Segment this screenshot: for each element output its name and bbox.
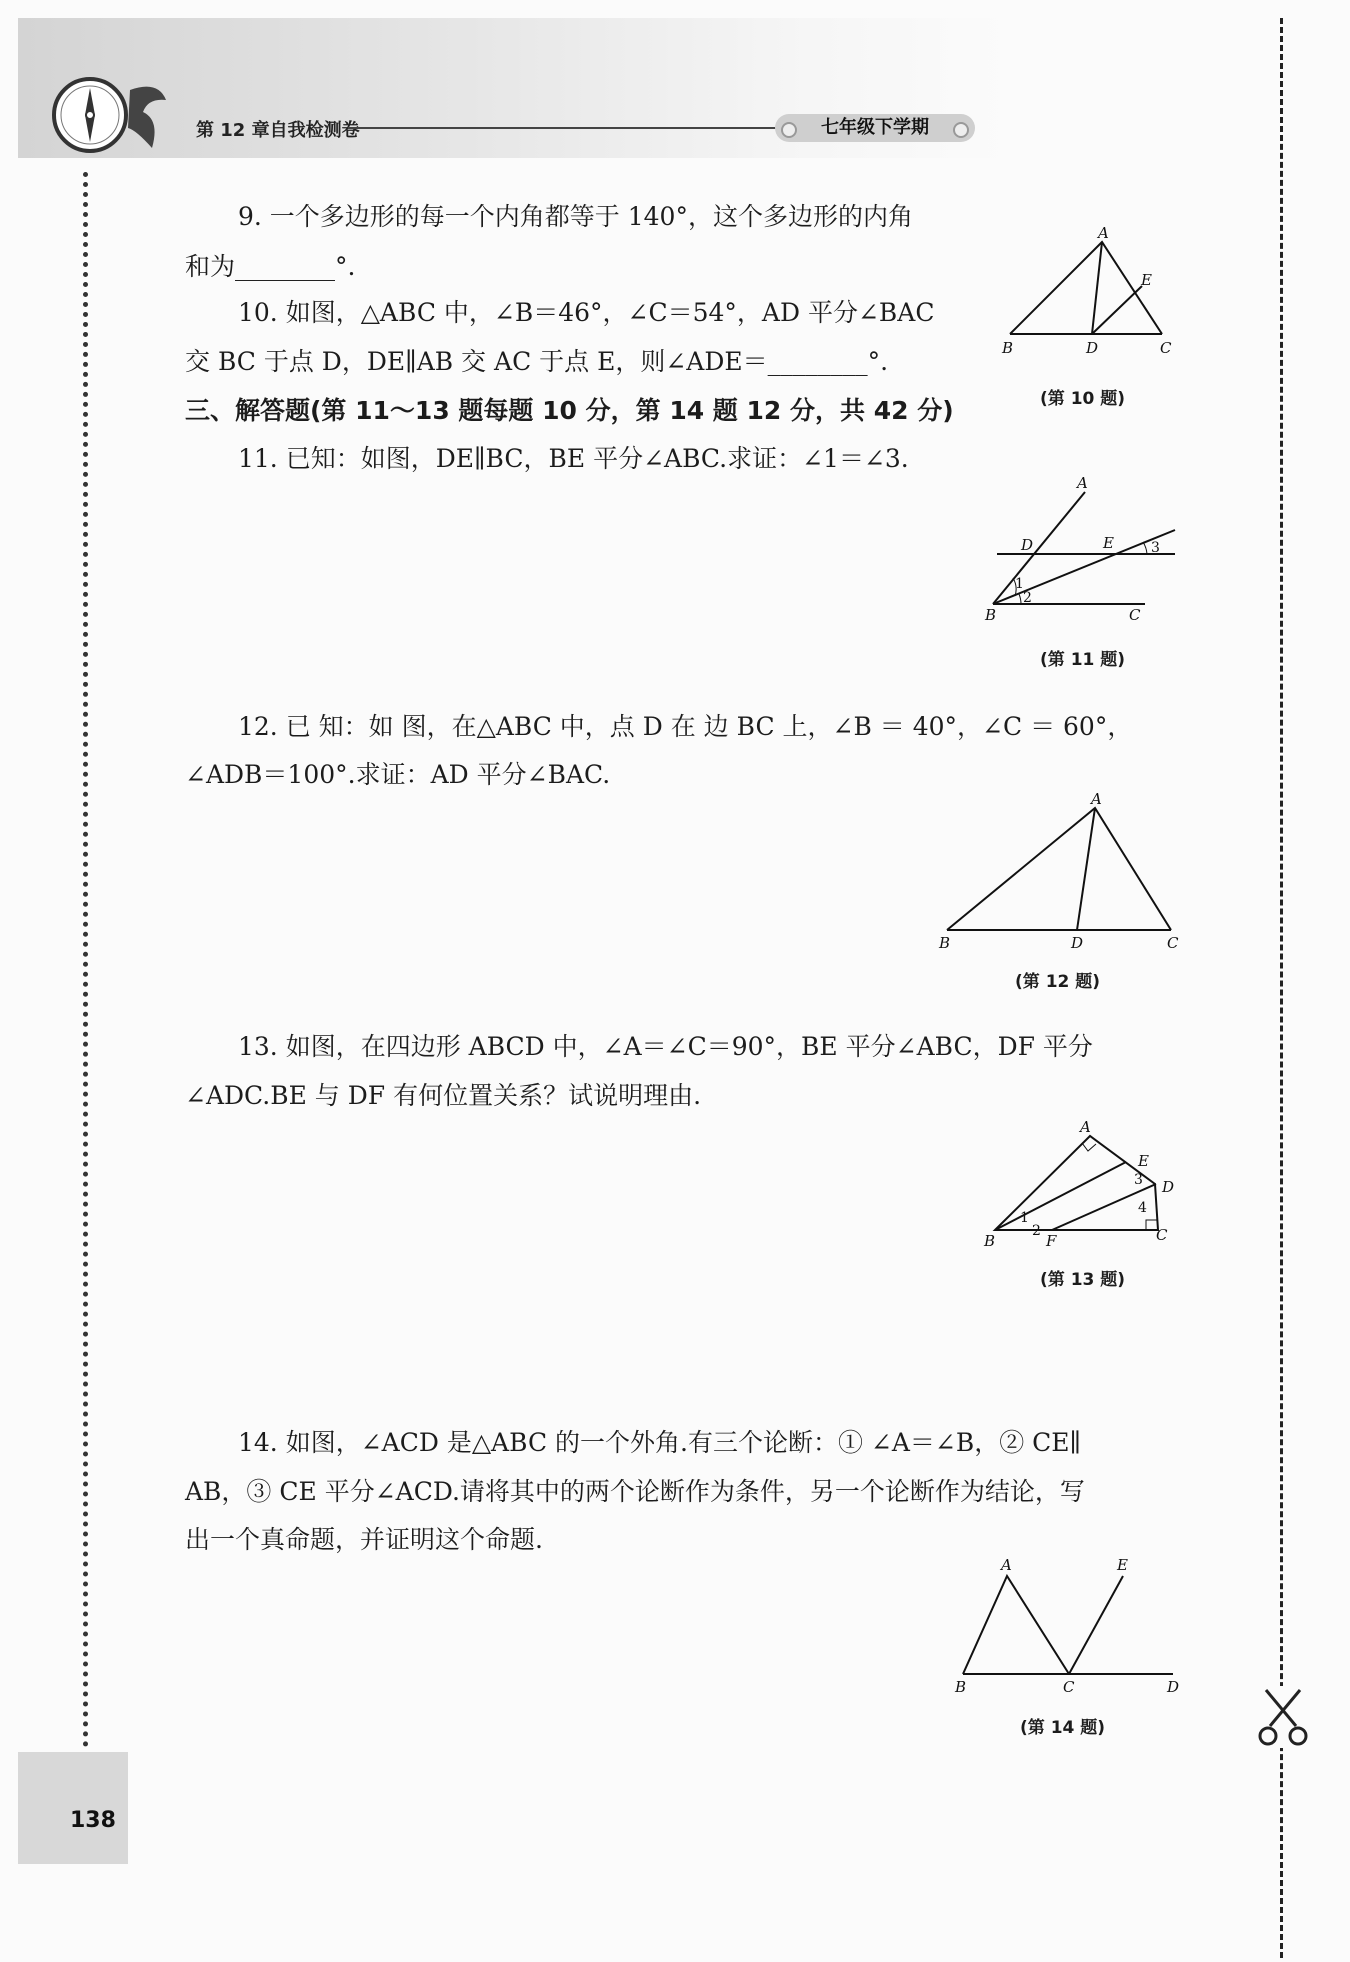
q12-line2: ∠ADB＝100°.求证：AD 平分∠BAC. (185, 760, 611, 789)
fig13-caption: (第 13 题) (1040, 1270, 1126, 1290)
figure-11 (985, 474, 1185, 624)
fig13-angle-2: 2 (1032, 1223, 1041, 1239)
chapter-title: 第 12 章自我检测卷 (196, 120, 360, 141)
fig14-caption: (第 14 题) (1020, 1718, 1106, 1738)
fig10-label-a: A (1098, 224, 1109, 242)
fig14-label-e: E (1117, 1556, 1128, 1574)
section-heading: 三、解答题(第 11～13 题每题 10 分，第 14 题 12 分，共 42 分) (185, 396, 954, 425)
fig14-label-b: B (955, 1678, 967, 1696)
fig10-label-b: B (1002, 339, 1014, 357)
header-rule (348, 127, 778, 129)
fig11-label-e: E (1103, 534, 1114, 552)
fig12-label-a: A (1091, 790, 1102, 808)
compass-clock-logo-icon (48, 70, 178, 160)
fig11-caption: (第 11 题) (1040, 650, 1126, 670)
fig11-angle-3: 3 (1151, 540, 1160, 556)
figure-10 (1000, 224, 1185, 363)
fig11-label-b: B (985, 606, 997, 624)
figure-12 (935, 790, 1185, 950)
q10-line2: 交 BC 于点 D，DE∥AB 交 AC 于点 E，则∠ADE＝________°. (185, 347, 889, 376)
figure-13 (980, 1112, 1190, 1252)
fig12-caption: (第 12 题) (1015, 972, 1101, 992)
fig10-label-c: C (1160, 339, 1172, 357)
fig11-label-a: A (1077, 474, 1088, 492)
fig10-label-d: D (1086, 339, 1099, 357)
fig11-angle-2: 2 (1023, 590, 1032, 606)
fig11-label-c: C (1129, 606, 1141, 624)
fig12-label-c: C (1167, 934, 1179, 952)
pill-dot-icon (953, 122, 969, 138)
scissors-icon (1256, 1686, 1310, 1748)
fig13-angle-3: 3 (1134, 1172, 1143, 1188)
q11-line1: 11. 已知：如图，DE∥BC，BE 平分∠ABC.求证：∠1＝∠3. (238, 444, 909, 473)
fig13-angle-1: 1 (1020, 1210, 1029, 1226)
cut-dashed-line (1280, 18, 1283, 1958)
q14-line2: AB，③ CE 平分∠ACD.请将其中的两个论断作为条件，另一个论断作为结论，写 (185, 1477, 1085, 1506)
figure-14 (945, 1552, 1185, 1702)
fig13-label-c: C (1156, 1226, 1168, 1244)
fig11-angle-1: 1 (1015, 576, 1024, 592)
fig13-label-f: F (1046, 1232, 1057, 1250)
q13-line2: ∠ADC.BE 与 DF 有何位置关系？试说明理由. (185, 1081, 702, 1110)
fig13-label-d: D (1162, 1178, 1175, 1196)
fig13-label-e: E (1138, 1152, 1149, 1170)
fig13-angle-4: 4 (1138, 1200, 1147, 1216)
binding-dotted-border (83, 172, 88, 1748)
fig12-label-d: D (1071, 934, 1084, 952)
q12-line1: 12. 已 知：如 图，在△ABC 中，点 D 在 边 BC 上，∠B ＝ 40°，∠C ＝ 60°， (238, 712, 1133, 741)
pill-dot-icon (781, 122, 797, 138)
q9-line1: 9. 一个多边形的每一个内角都等于 140°，这个多边形的内角 (238, 202, 913, 231)
fig14-label-d: D (1167, 1678, 1180, 1696)
fig13-label-a: A (1080, 1118, 1091, 1136)
q13-line1: 13. 如图，在四边形 ABCD 中，∠A＝∠C＝90°，BE 平分∠ABC，DF 平分 (238, 1032, 1093, 1061)
fig14-label-c: C (1063, 1678, 1075, 1696)
fig10-caption: (第 10 题) (1040, 389, 1126, 409)
fig10-label-e: E (1141, 271, 1152, 289)
fig14-label-a: A (1001, 1556, 1012, 1574)
fig11-label-d: D (1021, 536, 1034, 554)
q10-line1: 10. 如图，△ABC 中，∠B＝46°，∠C＝54°，AD 平分∠BAC (238, 298, 935, 327)
q9-line2: 和为________°. (185, 252, 356, 281)
grade-label: 七年级下学期 (821, 117, 929, 138)
fig12-label-b: B (939, 934, 951, 952)
grade-badge (775, 114, 975, 142)
q14-line3: 出一个真命题，并证明这个命题. (185, 1525, 543, 1554)
page-number: 138 (70, 1808, 116, 1833)
q14-line1: 14. 如图，∠ACD 是△ABC 的一个外角.有三个论断：① ∠A＝∠B，② CE∥ (238, 1428, 1082, 1457)
fig13-label-b: B (984, 1232, 996, 1250)
